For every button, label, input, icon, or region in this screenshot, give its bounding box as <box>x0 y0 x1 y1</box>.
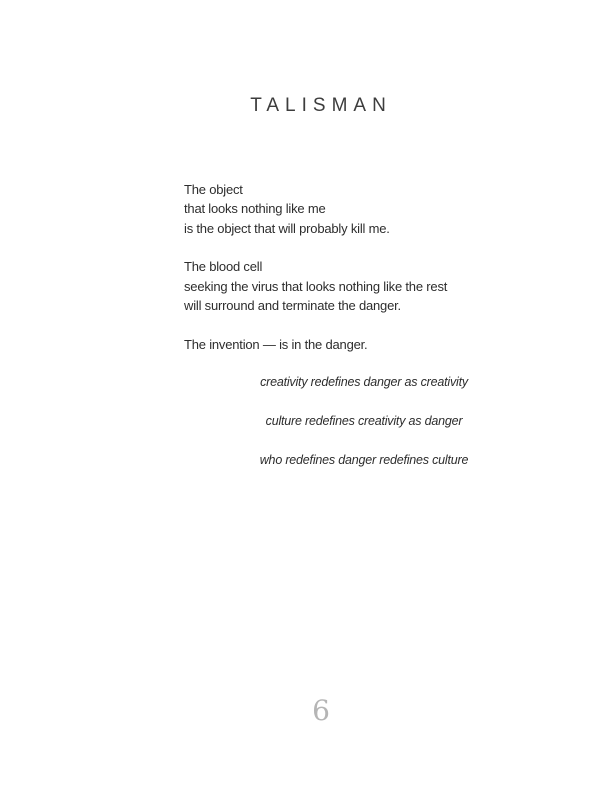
poem-line: will surround and terminate the danger. <box>184 297 401 313</box>
poem-body <box>184 180 544 489</box>
poem-line: The invention — is in the danger. <box>184 336 368 352</box>
refrain-line: culture redefines creativity as danger <box>265 413 463 428</box>
refrain-line: who redefines danger redefines culture <box>259 452 469 467</box>
stanza-1 <box>184 180 544 238</box>
stanza-2 <box>184 257 544 315</box>
stanza-3 <box>184 335 544 354</box>
poem-title: TALISMAN <box>250 95 392 116</box>
refrain-line: creativity redefines danger as creativity <box>260 375 468 390</box>
poem-line: The blood cell <box>184 259 263 275</box>
poem-line: seeking the virus that looks nothing like the rest <box>184 278 448 294</box>
poem-refrain <box>184 373 544 470</box>
poem-line: that looks nothing like me <box>184 201 326 217</box>
poem-line: is the object that will probably kill me. <box>184 220 390 236</box>
page-number: 6 <box>312 694 330 727</box>
poem-line: The object <box>184 182 243 197</box>
